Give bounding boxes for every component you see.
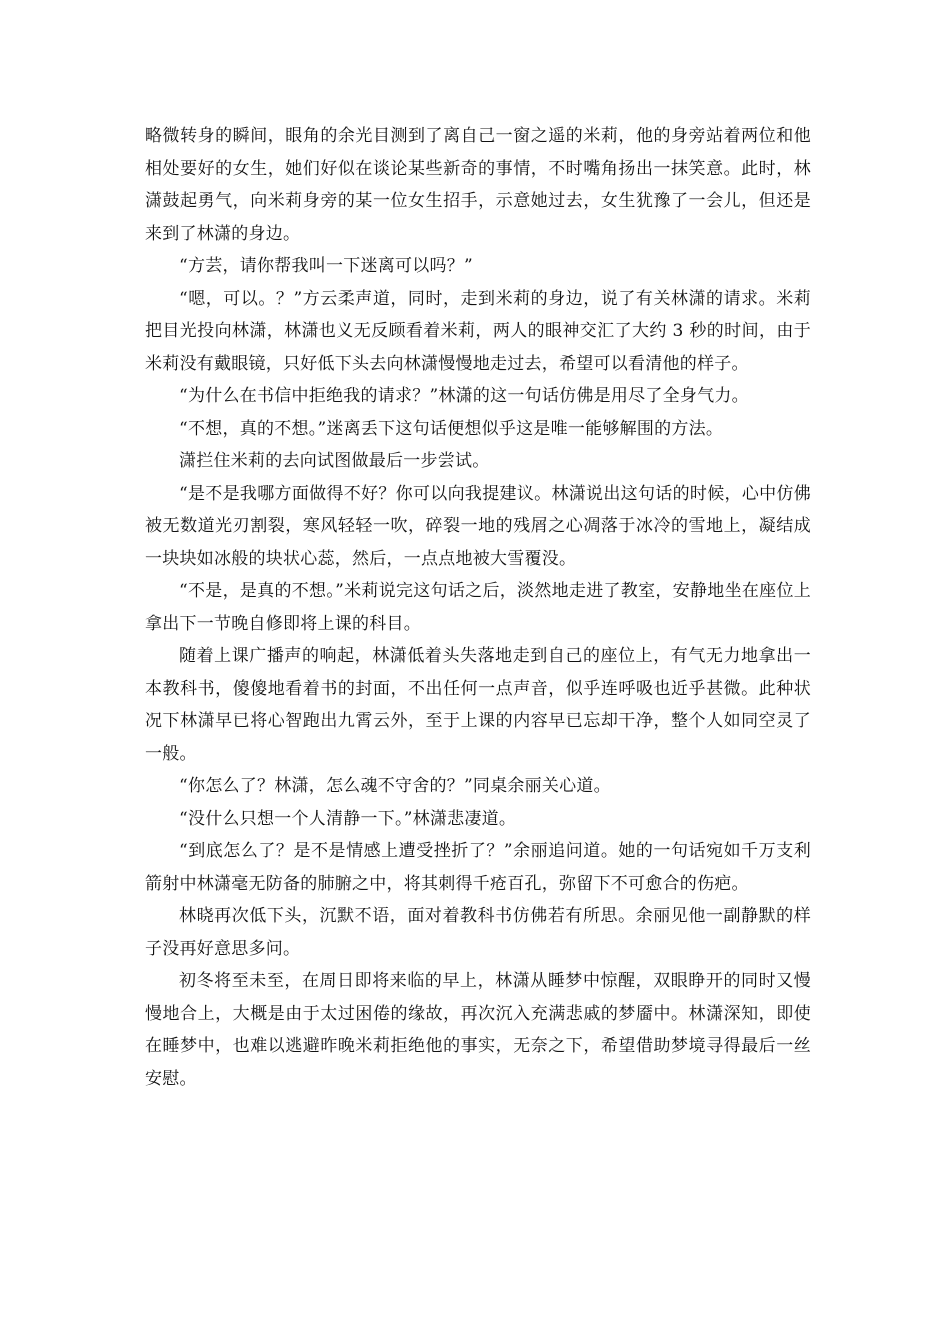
paragraph: “没什么只想一个人清静一下。”林潇悲凄道。 [179, 808, 517, 829]
paragraph: “方芸，请你帮我叫一下迷离可以吗？” [179, 256, 473, 276]
paragraph: “到底怎么了？是不是情感上遭受挫折了？”余丽追问道。她的一句话宛如千万支利箭射中林潇毫无防备的肺腑之中，将其刺得千疮百孔，弥留下不可愈合的伤疤。 [145, 841, 811, 894]
paragraph: “不想，真的不想。”迷离丢下这句话便想似乎这是唯一能够解围的方法。 [179, 418, 724, 439]
paragraph: 初冬将至未至，在周日即将来临的早上，林潇从睡梦中惊醒，双眼睁开的同时又慢慢地合上，大概是由于太过困倦的缘故，再次沉入充满悲戚的梦靥中。林潇深知，即使在睡梦中，也难以逃避昨晚米莉拒绝他的事实，无奈之下，希望借助梦境寻得最后一丝安慰。 [145, 971, 811, 1089]
paragraph: “为什么在书信中拒绝我的请求？”林潇的这一句话仿佛是用尽了全身气力。 [179, 386, 749, 406]
paragraph: “不是，是真的不想。”米莉说完这句话之后，淡然地走进了教室，安静地坐在座位上拿出下一节晚自修即将上课的科目。 [145, 581, 811, 634]
paragraph: 略微转身的瞬间，眼角的余光目测到了离自己一窗之遥的米莉，他的身旁站着两位和他相处要好的女生，她们好似在谈论某些新奇的事情，不时嘴角扬出一抹笑意。此时，林潇鼓起勇气，向米莉身旁的某一位女生招手，示意她过去，女生犹豫了一会儿，但还是来到了林潇的身边。 [145, 126, 811, 244]
document-body [145, 120, 811, 1095]
paragraph: “你怎么了？林潇，怎么魂不守舍的？”同桌余丽关心道。 [179, 776, 611, 796]
paragraph: 林晓再次低下头，沉默不语，面对着教科书仿佛若有所思。余丽见他一副静默的样子没再好意思多问。 [145, 906, 811, 959]
paragraph: 随着上课广播声的响起，林潇低着头失落地走到自己的座位上，有气无力地拿出一本教科书，傻傻地看着书的封面，不出任何一点声音，似乎连呼吸也近乎甚微。此种状况下林潇早已将心智跑出九霄云外，至于上课的内容早已忘却干净，整个人如同空灵了一般。 [145, 646, 811, 764]
paragraph: 潇拦住米莉的去向试图做最后一步尝试。 [179, 451, 490, 471]
paragraph: “是不是我哪方面做得不好？你可以向我提建议。林潇说出这句话的时候，心中仿佛被无数道光刃割裂，寒风轻轻一吹，碎裂一地的残屑之心凋落于冰冷的雪地上，凝结成一块块如冰般的块状心蕊，然后，一点点地被大雪覆没。 [145, 483, 811, 569]
paragraph: “嗯，可以。？”方云柔声道，同时，走到米莉的身边，说了有关林潇的请求。米莉把目光投向林潇，林潇也义无反顾看着米莉，两人的眼神交汇了大约 3 秒的时间，由于米莉没有戴眼镜，只好低下头去向林潇慢慢地走过去，希望可以看清他的样子。 [145, 288, 811, 374]
